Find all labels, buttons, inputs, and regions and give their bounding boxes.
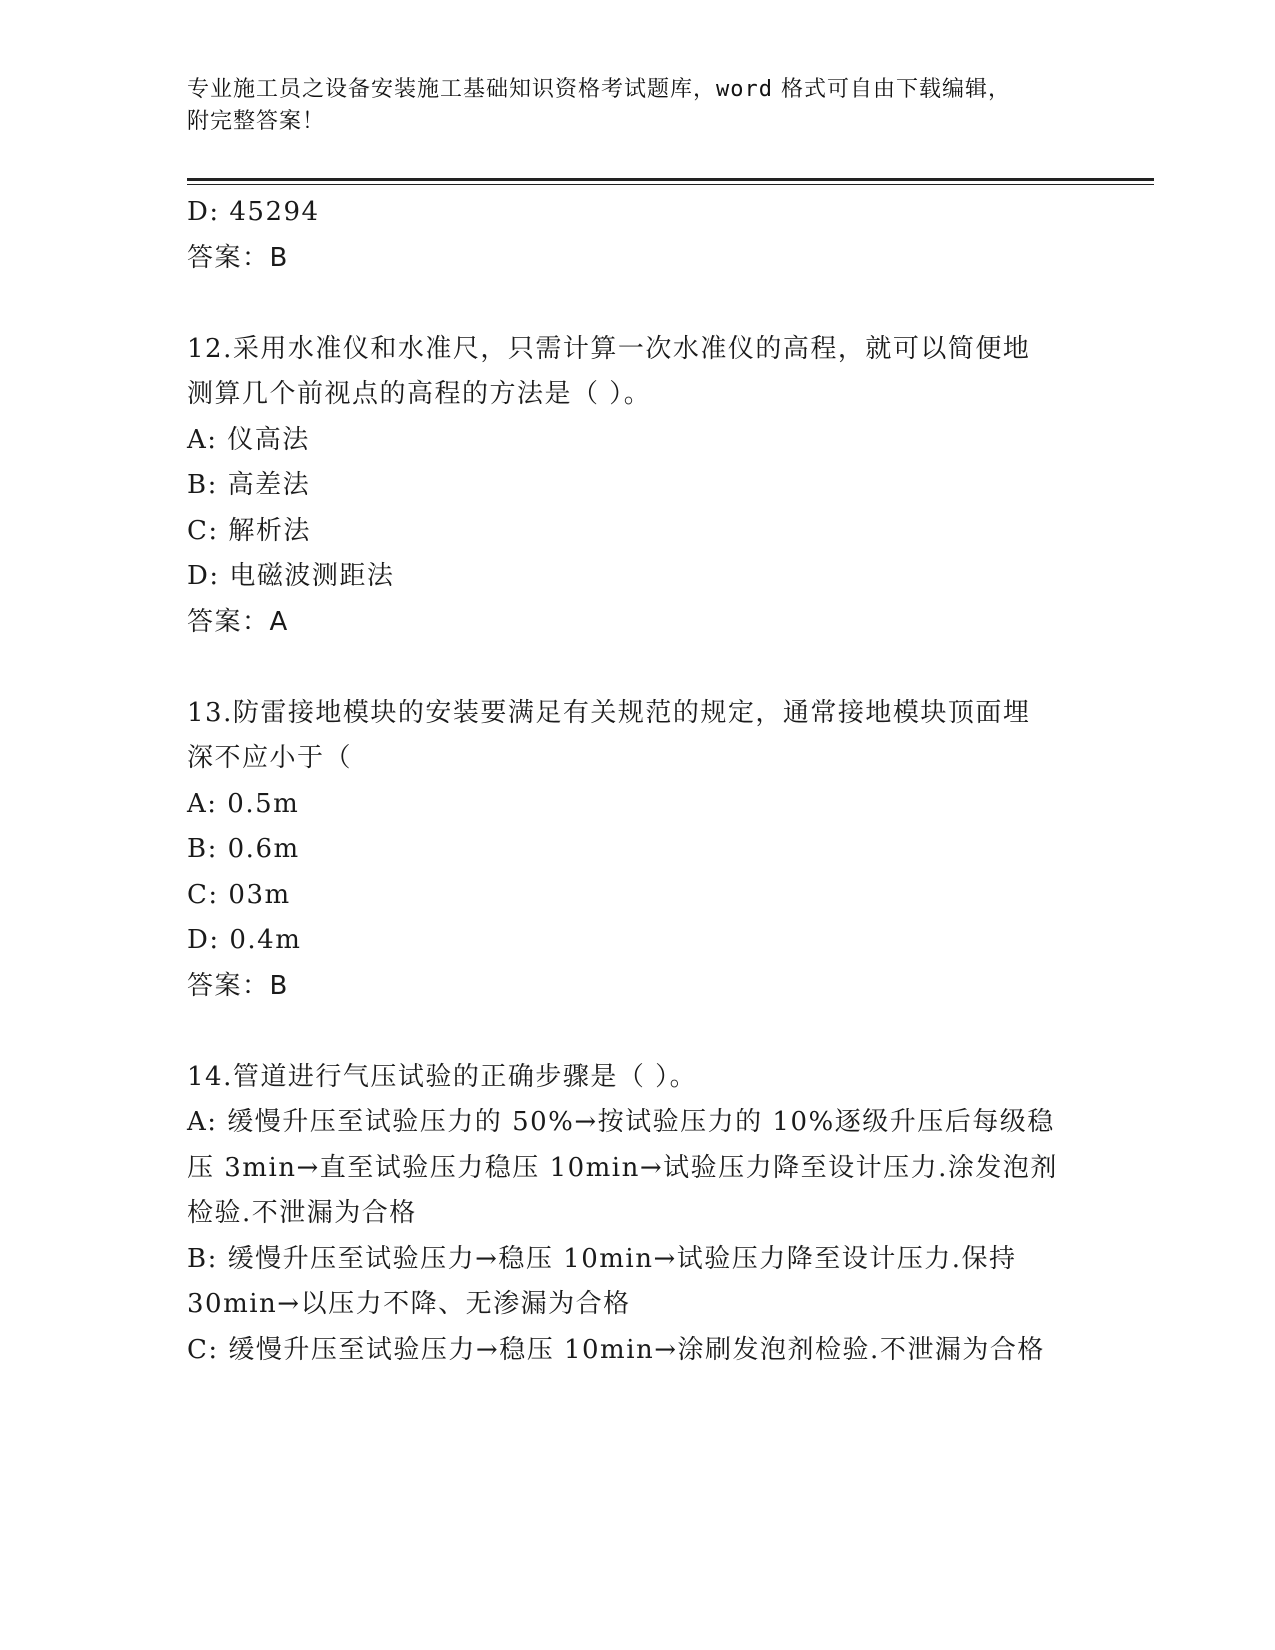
header-rule-thick	[187, 178, 1154, 181]
question-text-line: 测算几个前视点的高程的方法是（ ）。	[187, 379, 652, 409]
question-14	[187, 1055, 1087, 1374]
option-b-line: 30min→以压力不降、无渗漏为合格	[187, 1289, 631, 1319]
option-a-line: 检验.不泄漏为合格	[187, 1198, 417, 1228]
spacer	[187, 1009, 1087, 1055]
spacer	[187, 281, 1087, 327]
question-content	[187, 190, 1087, 1373]
option-a-line: A: 缓慢升压至试验压力的 50%→按试验压力的 10%逐级升压后每级稳	[187, 1107, 1055, 1137]
header-title-part2: 格式可自由下载编辑，	[773, 77, 1011, 102]
option-d: D: 0.4m	[187, 925, 302, 955]
option-d-fragment: D: 45294	[187, 197, 320, 227]
header-rule-thin	[187, 184, 1154, 185]
header-title-word: word	[716, 77, 773, 102]
spacer	[187, 645, 1087, 691]
document-header	[187, 74, 1067, 138]
question-text-line: 深不应小于（	[187, 743, 353, 773]
option-a-line: 压 3min→直至试验压力稳压 10min→试验压力降至设计压力.涂发泡剂	[187, 1152, 1058, 1183]
answer-fragment: 答案：B	[187, 242, 289, 273]
option-c: C: 解析法	[187, 515, 311, 546]
option-a: A: 0.5m	[187, 788, 300, 819]
question-text-line: 13.防雷接地模块的安装要满足有关规范的规定，通常接地模块顶面埋	[187, 697, 1031, 728]
option-c-line: C: 缓慢升压至试验压力→稳压 10min→涂刷发泡剂检验.不泄漏为合格	[187, 1334, 1045, 1365]
header-line-1	[187, 74, 1067, 106]
question-text-line: 14.管道进行气压试验的正确步骤是（ ）。	[187, 1061, 698, 1092]
question-13	[187, 691, 1087, 1010]
option-c: C: 03m	[187, 879, 291, 910]
option-b: B: 高差法	[187, 470, 311, 500]
option-a: A: 仪高法	[187, 424, 310, 455]
option-b: B: 0.6m	[187, 834, 300, 864]
answer: 答案：A	[187, 606, 289, 637]
answer: 答案：B	[187, 970, 289, 1001]
header-line-2: 附完整答案！	[187, 109, 326, 134]
header-title-part1: 专业施工员之设备安装施工基础知识资格考试题库，	[187, 77, 717, 102]
question-text-line: 12.采用水准仪和水准尺，只需计算一次水准仪的高程，就可以简便地	[187, 333, 1031, 364]
option-b-line: B: 缓慢升压至试验压力→稳压 10min→试验压力降至设计压力.保持	[187, 1243, 1017, 1274]
option-d: D: 电磁波测距法	[187, 561, 395, 591]
question-12	[187, 327, 1087, 646]
